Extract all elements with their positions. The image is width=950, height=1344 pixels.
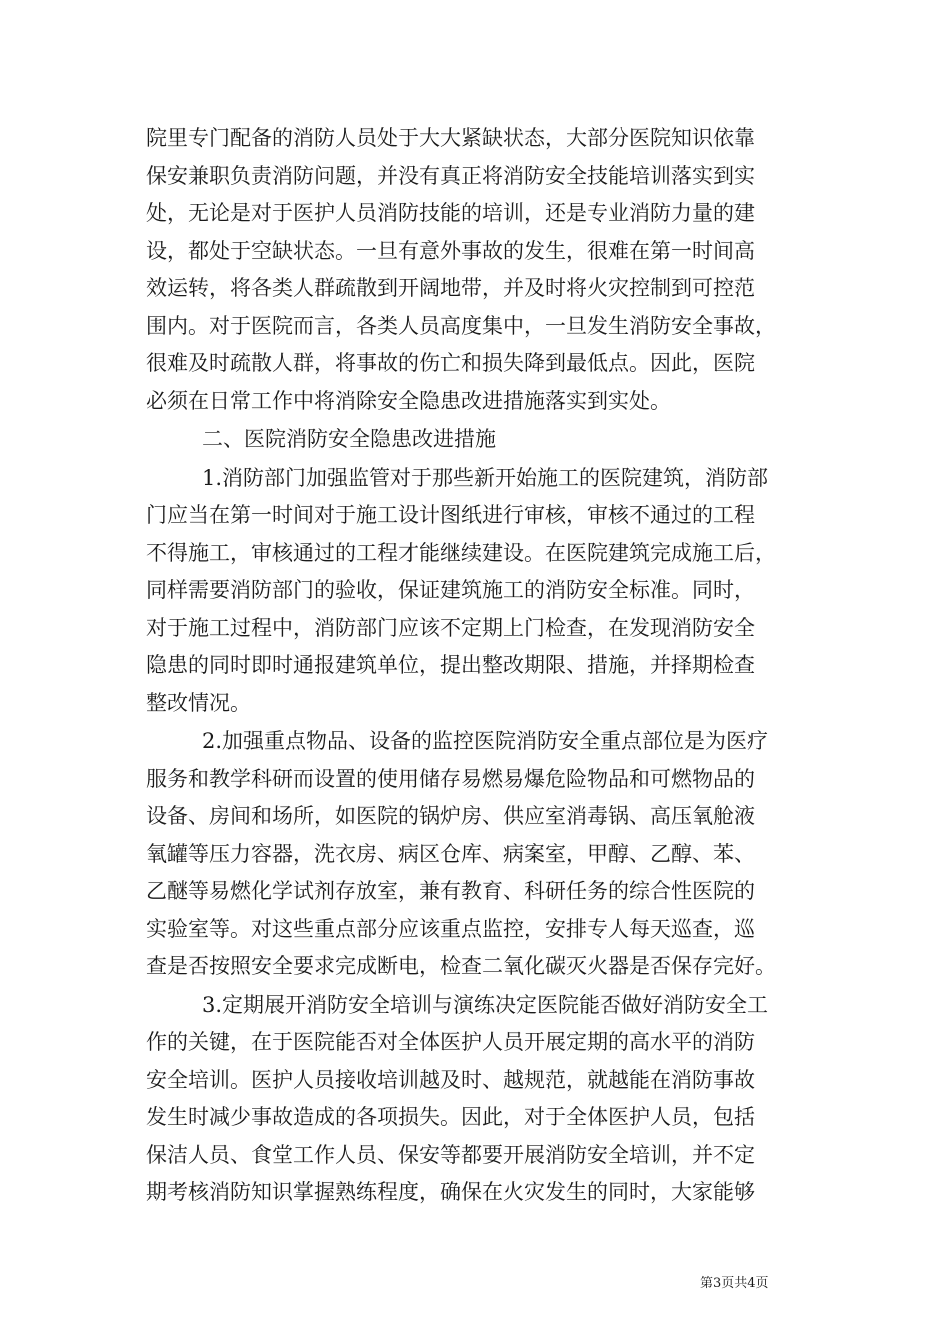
text-line: 氧罐等压力容器，洗衣房、病区仓库、病案室，甲醇、乙醇、苯、 [146, 841, 755, 866]
paragraph-first-line: 2.加强重点物品、设备的监控医院消防安全重点部位是为医疗 [202, 729, 769, 753]
document-body [146, 120, 806, 1212]
text-line: 处，无论是对于医护人员消防技能的培训，还是专业消防力量的建 [146, 201, 755, 225]
text-line: 门应当在第一时间对于施工设计图纸进行审核，审核不通过的工程 [146, 503, 755, 527]
page-number: 第3页共4页 [700, 1276, 769, 1291]
section-heading: 二、医院消防安全隐患改进措施 [202, 427, 496, 451]
text-line: 保洁人员、食堂工作人员、保安等都要开展消防安全培训，并不定 [146, 1142, 755, 1167]
text-line: 整改情况。 [146, 690, 251, 715]
text-line: 期考核消防知识掌握熟练程度，确保在火灾发生的同时，大家能够 [146, 1180, 755, 1204]
paragraph-first-line: 1.消防部门加强监管对于那些新开始施工的医院建筑，消防部 [202, 465, 769, 490]
text-line: 很难及时疏散人群，将事故的伤亡和损失降到最低点。因此，医院 [146, 351, 755, 375]
text-line: 作的关键，在于医院能否对全体医护人员开展定期的高水平的消防 [146, 1030, 755, 1054]
text-line: 设，都处于空缺状态。一旦有意外事故的发生，很难在第一时间高 [146, 238, 755, 263]
text-line: 围内。对于医院而言，各类人员高度集中，一旦发生消防安全事故， [146, 313, 776, 338]
text-line: 同样需要消防部门的验收，保证建筑施工的消防安全标准。同时， [146, 578, 755, 602]
text-line: 隐患的同时即时通报建筑单位，提出整改期限、措施，并择期检查 [146, 653, 755, 677]
text-line: 安全培训。医护人员接收培训越及时、越规范，就越能在消防事故 [146, 1067, 755, 1092]
text-line: 查是否按照安全要求完成断电，检查二氧化碳灭火器是否保存完好。 [146, 954, 776, 978]
text-line: 不得施工，审核通过的工程才能继续建设。在医院建筑完成施工后， [146, 540, 776, 565]
text-line: 必须在日常工作中将消除安全隐患改进措施落实到实处。 [146, 388, 671, 413]
text-line: 对于施工过程中，消防部门应该不定期上门检查，在发现消防安全 [146, 615, 755, 640]
text-line: 效运转，将各类人群疏散到开阔地带，并及时将火灾控制到可控范 [146, 276, 755, 300]
text-line: 实验室等。对这些重点部分应该重点监控，安排专人每天巡查，巡 [146, 916, 755, 941]
text-line: 保安兼职负责消防问题，并没有真正将消防安全技能培训落实到实 [146, 163, 755, 188]
text-line: 发生时减少事故造成的各项损失。因此，对于全体医护人员，包括 [146, 1105, 755, 1129]
text-line: 设备、房间和场所，如医院的锅炉房、供应室消毒锅、高压氧舱液 [146, 804, 755, 828]
paragraph-first-line: 3.定期展开消防安全培训与演练决定医院能否做好消防安全工 [202, 992, 769, 1017]
text-line: 院里专门配备的消防人员处于大大紧缺状态，大部分医院知识依靠 [146, 126, 755, 150]
text-line: 乙醚等易燃化学试剂存放室，兼有教育、科研任务的综合性医院的 [146, 879, 755, 903]
text-line: 服务和教学科研而设置的使用储存易燃易爆危险物品和可燃物品的 [146, 766, 755, 791]
